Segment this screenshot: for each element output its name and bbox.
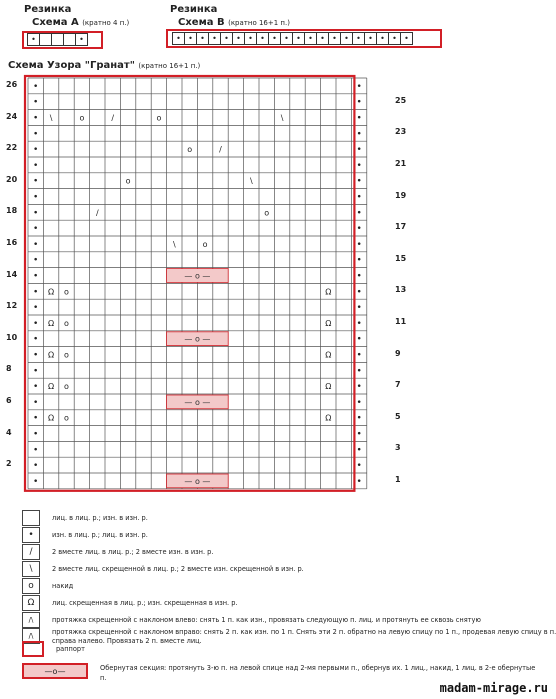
stitch-symbol: o (64, 318, 69, 328)
stitch-symbol: Ω (48, 350, 55, 360)
row-number-right: 17 (395, 222, 407, 232)
row-number-right: 11 (395, 317, 407, 326)
purl-dot: • (33, 255, 39, 266)
purl-dot: • (356, 239, 362, 250)
stitch-symbol: \ (280, 113, 284, 123)
stitch-symbol: o (64, 350, 69, 360)
row-number-right: 21 (395, 159, 407, 168)
purl-dot: • (356, 350, 362, 361)
legend-symbol: / (22, 544, 40, 560)
purl-dot: • (356, 192, 362, 203)
row-number-left: 22 (6, 143, 18, 153)
purl-dot: • (356, 224, 362, 235)
stitch-symbol: o (156, 113, 162, 123)
purl-dot: • (33, 318, 39, 329)
row-number-left: 24 (6, 111, 18, 121)
purl-dot: • (356, 255, 362, 266)
purl-dot: • (33, 476, 39, 487)
legend-item-cross-right: /\ протяжка скрещенной с наклоном вправо: снять 2 п. как изн. по 1 п. Снять эти 2 п. обратно на левую спицу по 1 п., продевая левую спицу в п. справа налево. Провязать 2 п. вместе лиц. (22, 628, 556, 650)
purl-dot: • (356, 129, 362, 140)
stitch-symbol: / (219, 145, 222, 155)
scheme-a-label: Схема А (кратно 4 п.) (32, 17, 130, 28)
stitch-symbol: Ω (48, 413, 55, 423)
scheme-b-label: Схема В (кратно 16+1 п.) (178, 17, 290, 28)
row-number-left: 18 (6, 206, 18, 216)
stitch-symbol: \ (49, 113, 53, 123)
purl-dot: • (356, 208, 362, 219)
purl-dot: • (33, 413, 39, 424)
row-number-right: 25 (395, 95, 407, 105)
purl-dot: • (356, 303, 362, 314)
purl-dot: • (33, 208, 39, 219)
purl-dot: • (356, 445, 362, 456)
legend-symbol: • (22, 527, 40, 543)
stitch-symbol: o (202, 239, 208, 249)
rib-title-a: Резинка (24, 4, 72, 15)
row-number-left: 12 (6, 301, 18, 311)
row-number-left: 16 (6, 238, 18, 247)
purl-dot: • (33, 287, 39, 298)
stitch-symbol: Ω (48, 287, 55, 297)
stitch-symbol: Ω (48, 382, 55, 392)
purl-dot: • (33, 129, 39, 140)
purl-dot: • (356, 461, 362, 472)
purl-dot: • (356, 160, 362, 171)
row-number-right: 5 (395, 411, 401, 421)
stitch-symbol: o (79, 113, 85, 123)
stitch-symbol: Ω (325, 350, 332, 360)
stitch-symbol: Ω (325, 382, 332, 392)
stitch-symbol: / (111, 113, 115, 123)
purl-dot: • (33, 224, 39, 235)
chart-title: Схема Узора "Гранат" (кратно 16+1 п.) (8, 60, 201, 71)
wrapped-symbol: — o — (184, 334, 211, 344)
purl-dot: • (356, 429, 362, 440)
scheme-b-row: • • • • • • • • • • • • • • • • • • • • (172, 32, 412, 45)
row-number-left: 10 (6, 332, 18, 342)
legend-symbol (22, 641, 44, 657)
wrapped-symbol: — o — (184, 397, 211, 407)
purl-dot: • (33, 145, 39, 156)
purl-dot: • (33, 303, 39, 314)
stitch-symbol: o (264, 208, 270, 218)
purl-dot: • (356, 476, 362, 487)
row-number-right: 23 (395, 127, 407, 137)
purl-dot: • (356, 97, 362, 108)
purl-dot: • (356, 287, 362, 298)
purl-dot: • (356, 413, 362, 424)
rib-title-b: Резинка (170, 4, 218, 15)
row-number-left: 14 (6, 269, 18, 279)
stitch-symbol: / (95, 208, 99, 218)
legend-item-purl: • изн. в лиц. р.; лиц. в изн. р. (22, 526, 148, 543)
legend-item-yo: o накид (22, 577, 73, 594)
purl-dot: • (33, 429, 39, 440)
row-number-right: 19 (395, 190, 407, 200)
purl-dot: • (33, 176, 39, 187)
purl-dot: • (356, 81, 362, 92)
purl-dot: • (356, 366, 362, 377)
row-number-right: 13 (395, 285, 407, 295)
purl-dot: • (33, 366, 39, 377)
row-number-right: 9 (395, 348, 401, 358)
scheme-a-row: • • (27, 33, 87, 46)
row-number-left: 4 (6, 427, 12, 437)
row-number-left: 8 (6, 364, 12, 374)
row-number-left: 6 (6, 396, 12, 405)
stitch-symbol: o (64, 413, 69, 423)
stitch-symbol: \ (172, 239, 176, 249)
legend-item-k2tog: / 2 вместе лиц. в лиц. р.; 2 вместе изн. в изн. р. (22, 543, 213, 560)
legend-symbol: —o— (22, 663, 88, 679)
row-number-left: 20 (6, 174, 18, 184)
wrapped-symbol: — o — (184, 271, 211, 281)
legend-symbol: /\ (22, 612, 40, 628)
stitch-symbol: o (187, 145, 193, 155)
purl-dot: • (33, 160, 39, 171)
row-number-right: 3 (395, 443, 401, 453)
purl-dot: • (33, 97, 39, 108)
purl-dot: • (356, 397, 362, 408)
stitch-symbol: Ω (325, 413, 332, 423)
legend-item-cross-left: /\ протяжка скрещенной с наклоном влево: снять 1 п. как изн., провязать следующую п. лиц. и протянуть ее сквозь снятую (22, 611, 481, 628)
purl-dot: • (33, 461, 39, 472)
legend-item-twisted: Ω лиц. скрещенная в лиц. р.; изн. скрещенная в изн. р. (22, 594, 237, 611)
row-number-left: 2 (6, 459, 12, 469)
legend-symbol (22, 510, 40, 526)
purl-dot: • (356, 318, 362, 329)
stitch-symbol: Ω (48, 318, 55, 328)
row-number-right: 1 (395, 475, 401, 484)
stitch-symbol: o (125, 176, 131, 186)
purl-dot: • (356, 382, 362, 393)
stitch-symbol: Ω (325, 287, 332, 297)
row-number-left: 26 (6, 80, 18, 89)
legend-item-knit: лиц. в лиц. р.; изн. в изн. р. (22, 509, 148, 526)
legend-symbol: /\ (22, 628, 40, 644)
purl-dot: • (33, 350, 39, 361)
stitch-symbol: o (64, 287, 69, 297)
legend-symbol: Ω (22, 595, 40, 611)
purl-dot: • (33, 239, 39, 250)
legend-item-k2tog-tbl: \ 2 вместе лиц. скрещенной в лиц. р.; 2 вместе изн. скрещенной в изн. р. (22, 560, 304, 577)
purl-dot: • (33, 81, 39, 92)
purl-dot: • (356, 113, 362, 124)
legend-item-wrapped: —o— Обернутая секция: протянуть 3-ю п. на левой спице над 2-мя первыми п., обернув их. 1 лиц., накид, 1 лиц. в 2-е обернутые п. (22, 663, 540, 689)
stitch-symbol: o (64, 382, 69, 392)
purl-dot: • (33, 397, 39, 408)
purl-dot: • (356, 176, 362, 187)
purl-dot: • (356, 145, 362, 156)
purl-dot: • (33, 382, 39, 393)
purl-dot: • (33, 192, 39, 203)
legend-symbol: o (22, 578, 40, 594)
stitch-symbol: Ω (325, 318, 332, 328)
purl-dot: • (33, 271, 39, 282)
wrapped-symbol: — o — (184, 476, 211, 486)
purl-dot: • (33, 334, 39, 345)
watermark: madam-mirage.ru (439, 681, 548, 695)
purl-dot: • (33, 113, 39, 124)
row-number-right: 7 (395, 380, 401, 390)
purl-dot: • (356, 271, 362, 282)
purl-dot: • (33, 445, 39, 456)
row-number-right: 15 (395, 253, 407, 263)
legend-symbol: \ (22, 561, 40, 577)
stitch-symbol: \ (249, 176, 253, 186)
purl-dot: • (356, 334, 362, 345)
legend-item-repeat: раппорт (22, 640, 85, 657)
